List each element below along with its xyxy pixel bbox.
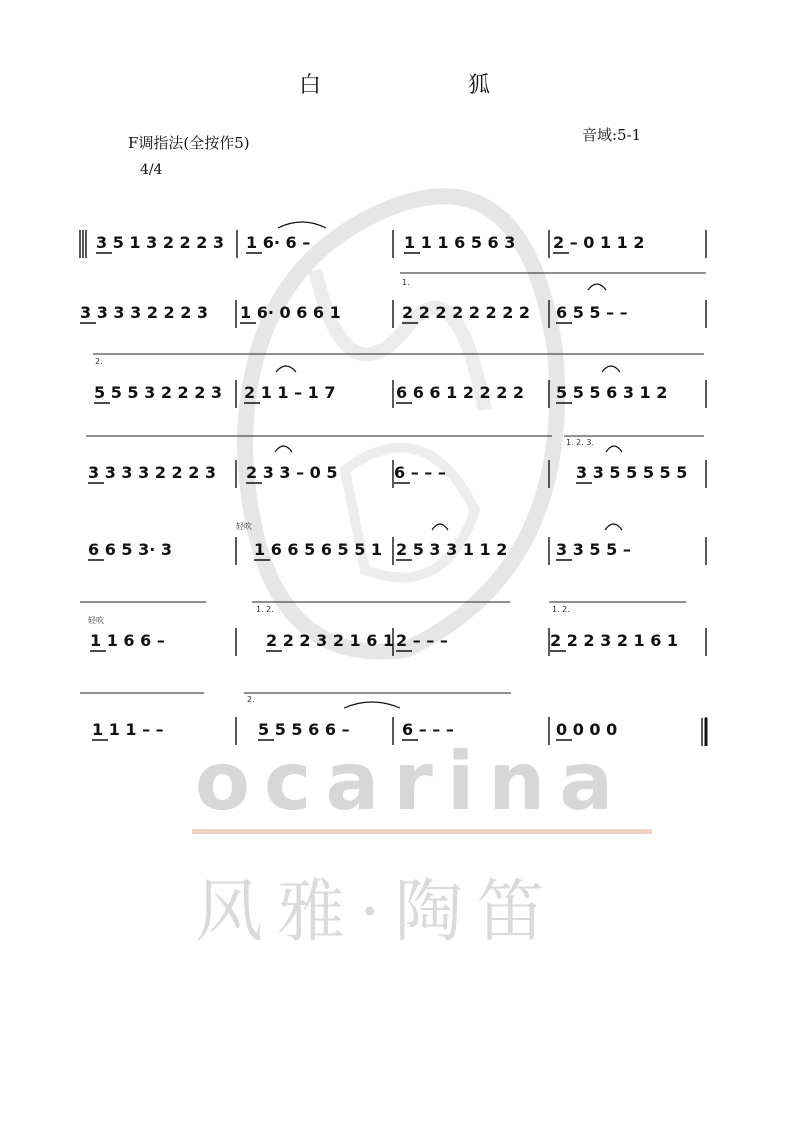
time-signature: 4/4 — [140, 162, 163, 178]
measure-3-1: 5 5 5 3 2 2 2 3 — [94, 383, 223, 402]
soft-blow-mark: 轻吹 — [88, 616, 104, 625]
measure-7-2: 5 5 5 6 6 – — [258, 720, 350, 739]
measure-4-2: 2 3 3 – 0 5 — [246, 463, 338, 482]
ending-label-123: 1. 2. 3. — [566, 438, 594, 447]
slur — [605, 524, 622, 530]
measure-6-3: 2 – – – — [396, 631, 448, 650]
measure-6-2: 2 2 2 3 2 1 6 1 — [266, 631, 395, 650]
measure-1-2: 1 6· 6 – — [246, 233, 311, 252]
slur — [344, 702, 400, 708]
title-char-1: 白 — [299, 73, 322, 98]
measure-3-2: 2 1 1 – 1 7 — [244, 383, 336, 402]
measure-5-4: 3 3 5 5 – — [556, 540, 631, 559]
ending-label-2: 2. — [95, 357, 103, 366]
measure-4-4: 3 3 5 5 5 5 5 — [576, 463, 688, 482]
measure-7-3: 6 – – – — [402, 720, 454, 739]
measure-7-1: 1 1 1 – – — [92, 720, 164, 739]
title-char-2: 狐 — [468, 73, 491, 98]
slur — [432, 524, 448, 530]
fingering-note: F调指法(全按作5) — [128, 134, 250, 152]
measure-5-2: 1 6 6 5 6 5 5 1 — [254, 540, 383, 559]
measure-3-4: 5 5 5 6 3 1 2 — [556, 383, 668, 402]
watermark-word: ocarina — [195, 735, 628, 828]
measure-5-3: 2 5 3 3 1 1 2 — [396, 540, 508, 559]
measure-2-2: 1 6· 0 6 6 1 — [240, 303, 341, 322]
slur — [278, 222, 326, 228]
measure-2-1: 3 3 3 3 2 2 2 3 — [80, 303, 209, 322]
measure-5-1: 6 6 5 3· 3 — [88, 540, 173, 559]
measure-7-4: 0 0 0 0 — [556, 720, 618, 739]
slur — [606, 446, 622, 452]
measure-1-1: 3 5 1 3 2 2 2 3 — [96, 233, 225, 252]
measure-3-3: 6 6 6 1 2 2 2 2 — [396, 383, 525, 402]
watermark-brand: 风雅·陶笛 — [195, 873, 559, 952]
measure-2-3: 2 2 2 2 2 2 2 2 — [402, 303, 531, 322]
measure-6-4: 2 2 2 3 2 1 6 1 — [550, 631, 679, 650]
ending-label-2: 2. — [247, 695, 255, 704]
ending-label-12: 1. 2. — [256, 605, 274, 614]
slur — [275, 446, 292, 452]
slur — [602, 366, 620, 372]
ending-label-1: 1. — [402, 278, 410, 287]
ending-label-12: 1. 2. — [552, 605, 570, 614]
measure-2-4: 6 5 5 – – — [556, 303, 628, 322]
measure-4-3: 6 – – – — [394, 463, 446, 482]
measure-1-3: 1 1 1 6 5 6 3 — [404, 233, 516, 252]
soft-blow-mark: 轻吹 — [236, 522, 252, 531]
range-note: 音域:5-1 — [582, 126, 642, 144]
measure-4-1: 3 3 3 3 2 2 2 3 — [88, 463, 217, 482]
measure-1-4: 2 – 0 1 1 2 — [553, 233, 645, 252]
slur — [588, 284, 606, 290]
slur — [276, 366, 296, 372]
measure-6-1: 1 1 6 6 – — [90, 631, 165, 650]
